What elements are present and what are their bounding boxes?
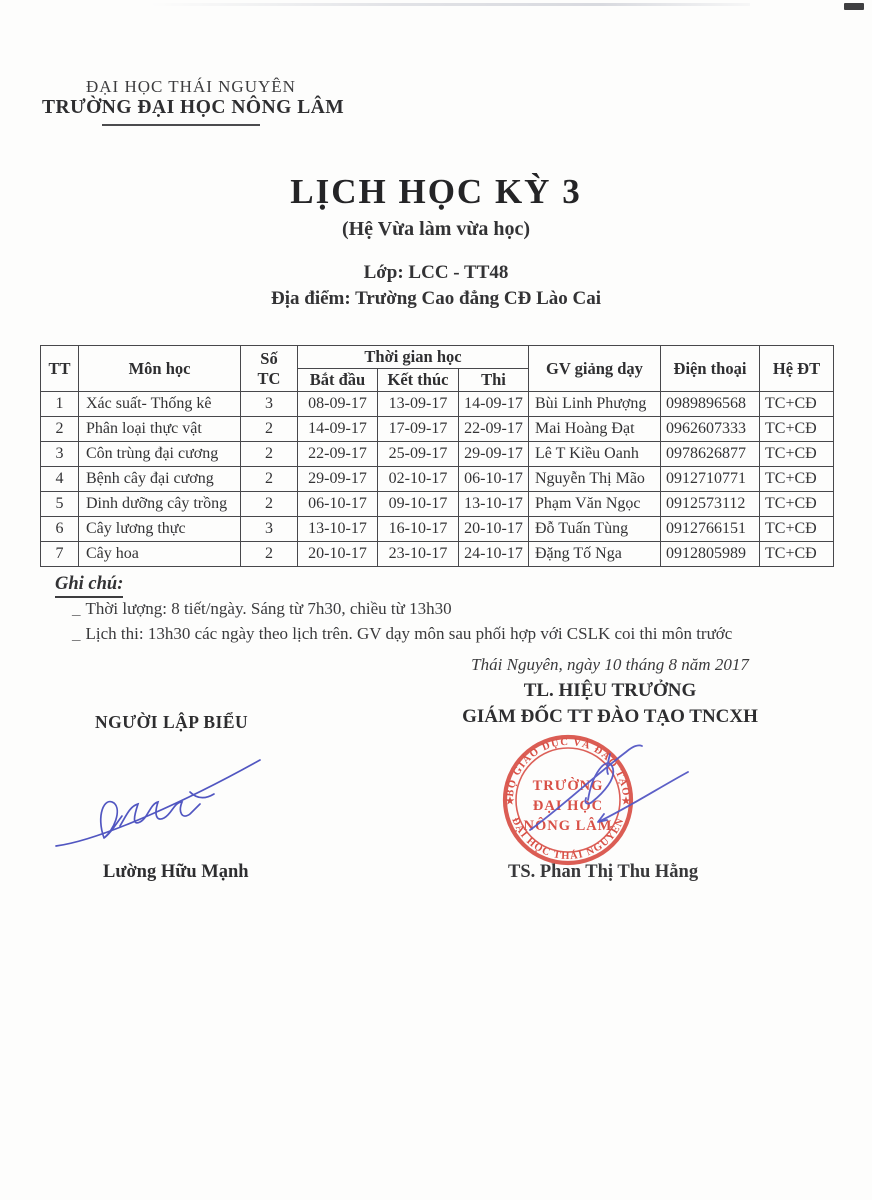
cell-gv: Lê T Kiều Oanh bbox=[529, 442, 661, 467]
approver-title-1: TL. HIỆU TRƯỞNG bbox=[523, 680, 697, 701]
note-item bbox=[72, 624, 732, 644]
approver-name: TS. Phan Thị Thu Hằng bbox=[508, 862, 699, 882]
cell-so-tc: 2 bbox=[241, 417, 298, 442]
table-row bbox=[41, 392, 834, 417]
preparer-signature bbox=[52, 746, 267, 854]
cell-bat-dau: 14-09-17 bbox=[298, 417, 378, 442]
cell-tt: 3 bbox=[41, 442, 79, 467]
note-marker: _ bbox=[72, 624, 81, 643]
note-text: Lịch thi: 13h30 các ngày theo lịch trên. GV dạy môn sau phối hợp với CSLK coi thi môn trước bbox=[85, 624, 733, 643]
cell-so-tc: 3 bbox=[241, 517, 298, 542]
cell-bat-dau: 22-09-17 bbox=[298, 442, 378, 467]
preparer-name: Lường Hữu Mạnh bbox=[103, 862, 249, 882]
table-row bbox=[41, 467, 834, 492]
header-bat-dau: Bắt đầu bbox=[298, 369, 378, 392]
cell-bat-dau: 13-10-17 bbox=[298, 517, 378, 542]
cell-he-dt: TC+CĐ bbox=[760, 542, 834, 567]
cell-dien-thoai: 0912573112 bbox=[661, 492, 760, 517]
cell-mon-hoc: Xác suất- Thống kê bbox=[79, 392, 241, 417]
schedule-table-body bbox=[41, 392, 834, 567]
cell-thi: 14-09-17 bbox=[459, 392, 529, 417]
table-row bbox=[41, 442, 834, 467]
table-row bbox=[41, 542, 834, 567]
cell-bat-dau: 08-09-17 bbox=[298, 392, 378, 417]
stamp-arc-bottom-text: ĐẠI HỌC THÁI NGUYÊN bbox=[509, 816, 627, 863]
cell-so-tc: 2 bbox=[241, 492, 298, 517]
cell-gv: Phạm Văn Ngọc bbox=[529, 492, 661, 517]
page-title: LỊCH HỌC KỲ 3 bbox=[290, 172, 582, 211]
header-so-tc-line1: Số bbox=[260, 348, 278, 368]
scan-artifact-mark bbox=[844, 3, 864, 10]
scan-streak bbox=[150, 3, 750, 6]
location-label: Địa điểm: Trường Cao đẳng CĐ Lào Cai bbox=[271, 288, 601, 309]
org-underline bbox=[102, 124, 260, 126]
cell-ket-thuc: 16-10-17 bbox=[378, 517, 459, 542]
cell-ket-thuc: 09-10-17 bbox=[378, 492, 459, 517]
stamp-arc-top-text: BỘ GIÁO DỤC VÀ ĐÀO TẠO bbox=[504, 736, 632, 798]
cell-dien-thoai: 0912766151 bbox=[661, 517, 760, 542]
cell-thi: 24-10-17 bbox=[459, 542, 529, 567]
cell-he-dt: TC+CĐ bbox=[760, 392, 834, 417]
cell-tt: 7 bbox=[41, 542, 79, 567]
cell-so-tc: 3 bbox=[241, 392, 298, 417]
cell-thi: 13-10-17 bbox=[459, 492, 529, 517]
org-name-line2: TRƯỜNG ĐẠI HỌC NÔNG LÂM bbox=[42, 97, 345, 118]
cell-dien-thoai: 0978626877 bbox=[661, 442, 760, 467]
stamp-center-line1: TRƯỜNG bbox=[532, 778, 604, 794]
class-label: Lớp: LCC - TT48 bbox=[363, 262, 509, 283]
header-thoi-gian-hoc: Thời gian học bbox=[298, 346, 529, 369]
stamp-star-right-icon: ★ bbox=[621, 796, 631, 807]
schedule-table-header bbox=[41, 346, 834, 392]
header-so-tc-line2: TC bbox=[257, 368, 281, 388]
cell-ket-thuc: 13-09-17 bbox=[378, 392, 459, 417]
header-mon-hoc: Môn học bbox=[79, 346, 241, 392]
cell-thi: 06-10-17 bbox=[459, 467, 529, 492]
cell-tt: 5 bbox=[41, 492, 79, 517]
cell-mon-hoc: Dinh dưỡng cây trồng bbox=[79, 492, 241, 517]
cell-so-tc: 2 bbox=[241, 542, 298, 567]
header-ket-thuc: Kết thúc bbox=[378, 369, 459, 392]
cell-tt: 2 bbox=[41, 417, 79, 442]
cell-he-dt: TC+CĐ bbox=[760, 467, 834, 492]
schedule-table bbox=[40, 345, 834, 567]
cell-gv: Bùi Linh Phượng bbox=[529, 392, 661, 417]
cell-dien-thoai: 0989896568 bbox=[661, 392, 760, 417]
header-he-dt: Hệ ĐT bbox=[760, 346, 834, 392]
cell-tt: 4 bbox=[41, 467, 79, 492]
cell-dien-thoai: 0962607333 bbox=[661, 417, 760, 442]
preparer-title: NGƯỜI LẬP BIỂU bbox=[95, 712, 249, 732]
official-stamp bbox=[492, 728, 732, 878]
cell-ket-thuc: 25-09-17 bbox=[378, 442, 459, 467]
stamp-center-line3: NÔNG LÂM bbox=[523, 818, 613, 834]
cell-thi: 22-09-17 bbox=[459, 417, 529, 442]
stamp-star-left-icon: ★ bbox=[505, 796, 515, 807]
cell-he-dt: TC+CĐ bbox=[760, 417, 834, 442]
cell-ket-thuc: 02-10-17 bbox=[378, 467, 459, 492]
org-name-line1: ĐẠI HỌC THÁI NGUYÊN bbox=[86, 77, 296, 96]
cell-ket-thuc: 17-09-17 bbox=[378, 417, 459, 442]
cell-so-tc: 2 bbox=[241, 467, 298, 492]
note-item bbox=[72, 599, 452, 619]
cell-so-tc: 2 bbox=[241, 442, 298, 467]
cell-thi: 29-09-17 bbox=[459, 442, 529, 467]
cell-gv: Nguyễn Thị Mão bbox=[529, 467, 661, 492]
cell-dien-thoai: 0912805989 bbox=[661, 542, 760, 567]
cell-gv: Đỗ Tuấn Tùng bbox=[529, 517, 661, 542]
cell-he-dt: TC+CĐ bbox=[760, 442, 834, 467]
cell-mon-hoc: Phân loại thực vật bbox=[79, 417, 241, 442]
cell-tt: 6 bbox=[41, 517, 79, 542]
cell-gv: Đặng Tố Nga bbox=[529, 542, 661, 567]
header-so-tc bbox=[241, 346, 298, 392]
header-tt: TT bbox=[41, 346, 79, 392]
cell-gv: Mai Hoàng Đạt bbox=[529, 417, 661, 442]
cell-he-dt: TC+CĐ bbox=[760, 517, 834, 542]
cell-mon-hoc: Côn trùng đại cương bbox=[79, 442, 241, 467]
cell-bat-dau: 29-09-17 bbox=[298, 467, 378, 492]
table-row bbox=[41, 492, 834, 517]
cell-bat-dau: 20-10-17 bbox=[298, 542, 378, 567]
note-marker: _ bbox=[72, 599, 81, 618]
cell-mon-hoc: Bệnh cây đại cương bbox=[79, 467, 241, 492]
page-subtitle: (Hệ Vừa làm vừa học) bbox=[341, 218, 531, 240]
header-gv: GV giảng dạy bbox=[529, 346, 661, 392]
notes-heading: Ghi chú: bbox=[55, 574, 123, 598]
cell-dien-thoai: 0912710771 bbox=[661, 467, 760, 492]
note-text: Thời lượng: 8 tiết/ngày. Sáng từ 7h30, chiều từ 13h30 bbox=[85, 599, 452, 618]
cell-he-dt: TC+CĐ bbox=[760, 492, 834, 517]
table-row bbox=[41, 417, 834, 442]
cell-thi: 20-10-17 bbox=[459, 517, 529, 542]
date-line: Thái Nguyên, ngày 10 tháng 8 năm 2017 bbox=[471, 655, 749, 674]
cell-ket-thuc: 23-10-17 bbox=[378, 542, 459, 567]
table-row bbox=[41, 517, 834, 542]
header-dien-thoai: Điện thoại bbox=[661, 346, 760, 392]
approver-title-2: GIÁM ĐỐC TT ĐÀO TẠO TNCXH bbox=[462, 706, 758, 727]
stamp-center-line2: ĐẠI HỌC bbox=[532, 798, 604, 814]
cell-tt: 1 bbox=[41, 392, 79, 417]
header-thi: Thi bbox=[459, 369, 529, 392]
cell-mon-hoc: Cây hoa bbox=[79, 542, 241, 567]
cell-bat-dau: 06-10-17 bbox=[298, 492, 378, 517]
cell-mon-hoc: Cây lương thực bbox=[79, 517, 241, 542]
